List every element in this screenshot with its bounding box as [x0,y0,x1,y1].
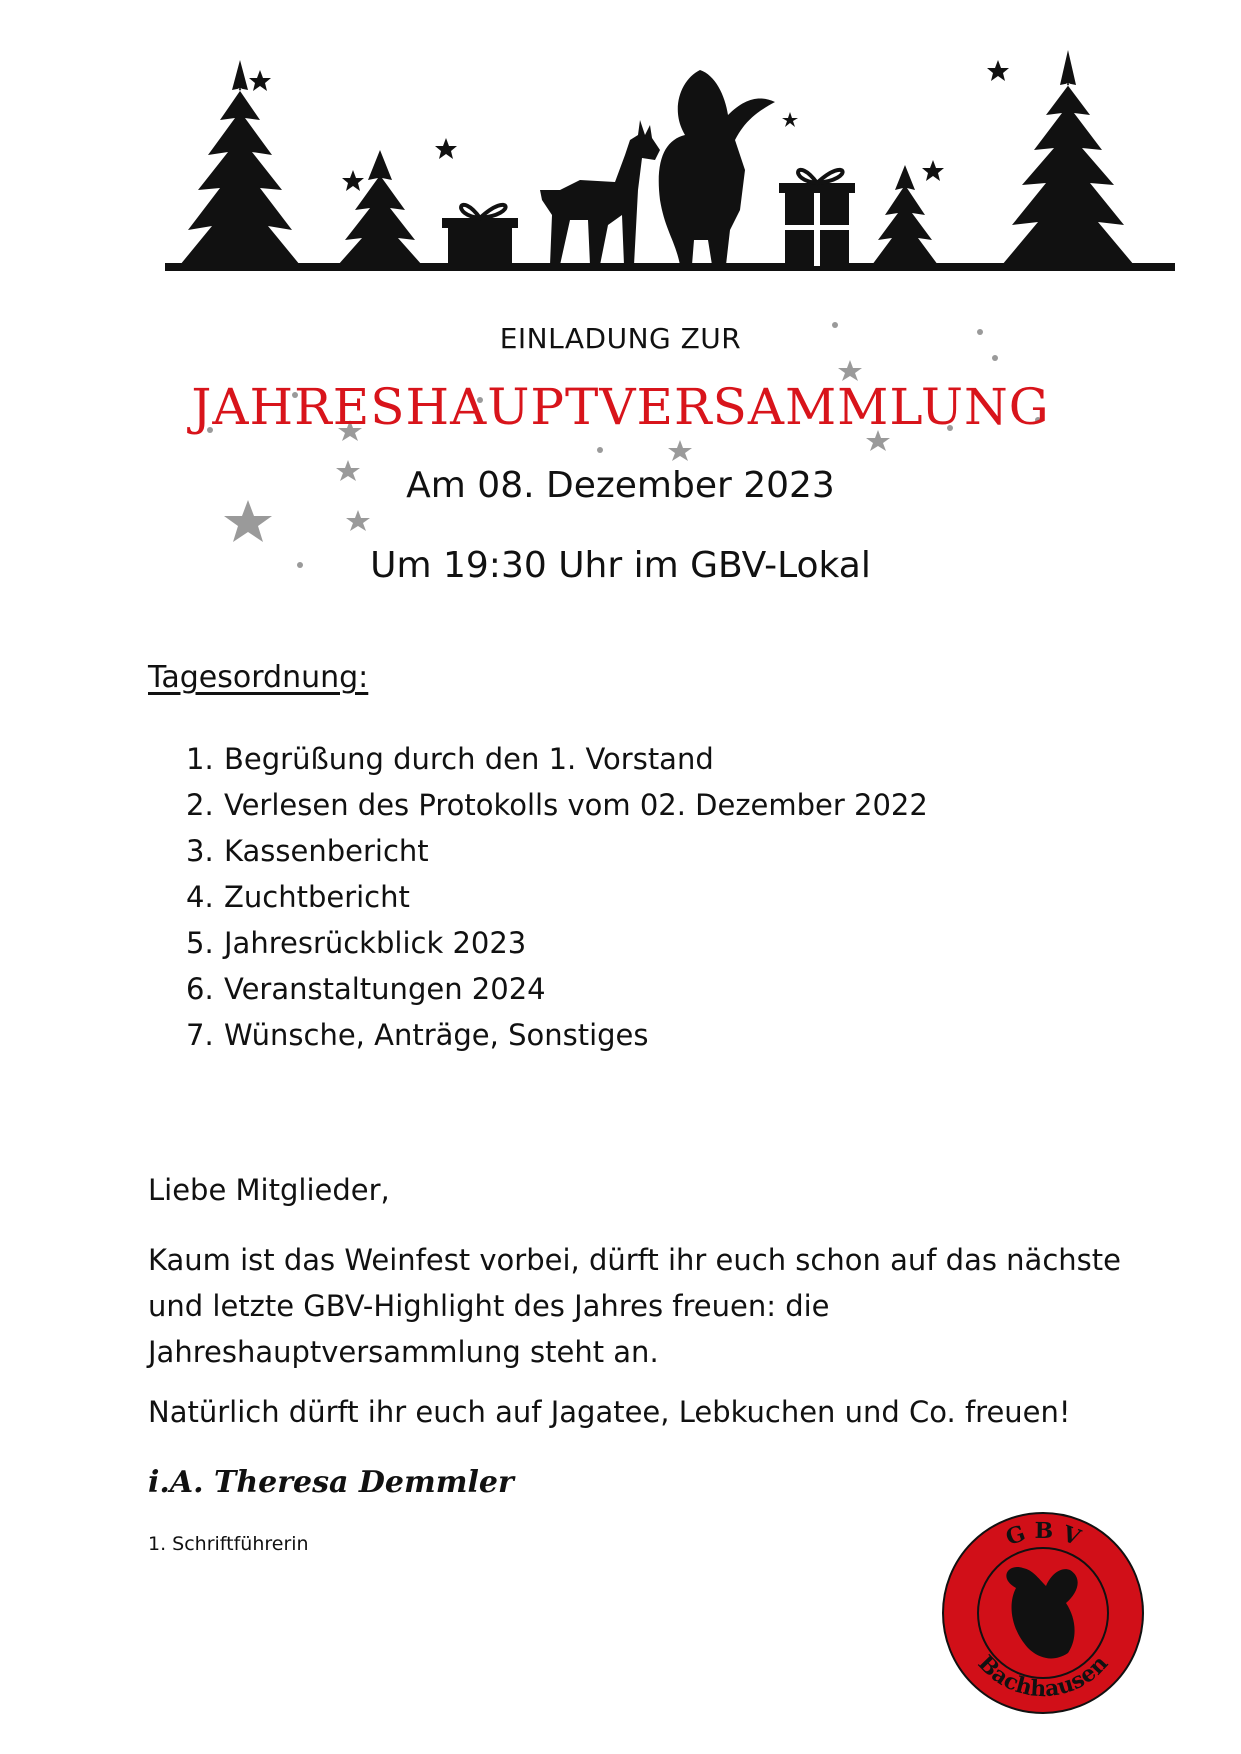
letter-greeting: Liebe Mitglieder, [148,1173,390,1207]
list-item-number: 3. [186,834,214,868]
list-item [186,880,928,926]
star-icon [987,60,1009,81]
star-icon [346,510,370,531]
star-icon [922,160,944,181]
list-item-number: 7. [186,1018,214,1052]
agenda-heading: Tagesordnung: [148,660,369,695]
star-icon [668,440,692,461]
list-item-text: Jahresrückblick 2023 [224,926,527,960]
star-icon [249,70,271,91]
list-item-number: 6. [186,972,214,1006]
list-item [186,926,928,972]
invite-label: EINLADUNG ZUR [499,322,742,355]
list-item-text: Zuchtbericht [224,880,410,914]
star-icon [435,138,457,159]
list-item-number: 4. [186,880,214,914]
goat-icon [540,120,660,265]
list-item-text: Wünsche, Anträge, Sonstiges [224,1018,649,1052]
list-item [186,1018,928,1064]
star-icon [782,112,798,127]
christmas-goat-silhouette-banner [160,40,1180,290]
signature: i.A. Theresa Demmler [148,1465,514,1500]
list-item-text: Veranstaltungen 2024 [224,972,546,1006]
tree-icon [872,165,938,265]
tree-icon [338,150,422,265]
list-item-text: Begrüßung durch den 1. Vorstand [224,742,714,776]
list-item-number: 5. [186,926,214,960]
svg-text:Bachhausen: Bachhausen [972,1650,1114,1703]
list-item [186,972,928,1018]
star-icon [342,170,364,191]
list-item [186,834,928,880]
agenda-list [186,742,928,1064]
signer-role: 1. Schriftführerin [148,1533,309,1555]
event-date: Am 08. Dezember 2023 [406,465,835,506]
gift-box-icon [448,226,512,266]
page-title: JAHRESHAUPTVERSAMMLUNG [191,378,1050,436]
list-item-text: Verlesen des Protokolls vom 02. Dezember 2022 [224,788,928,822]
goat-icon [659,70,775,265]
letter-paragraph: Kaum ist das Weinfest vorbei, dürft ihr euch schon auf das nächste und letzte GBV-Highlight des Jahres freuen: die Jahreshauptversammlung steht an. [148,1243,1121,1369]
club-seal-logo [938,1508,1148,1718]
list-item-text: Kassenbericht [224,834,429,868]
star-icon [224,500,272,542]
list-item [186,788,928,834]
svg-text:G B V: G B V [1002,1517,1084,1552]
event-time-place: Um 19:30 Uhr im GBV-Lokal [370,545,871,586]
tree-icon [180,60,300,265]
list-item-number: 1. [186,742,214,776]
list-item [186,742,928,788]
letter-paragraph: Natürlich dürft ihr euch auf Jagatee, Lebkuchen und Co. freuen! [148,1395,1071,1429]
tree-icon [1002,50,1134,265]
list-item-number: 2. [186,788,214,822]
